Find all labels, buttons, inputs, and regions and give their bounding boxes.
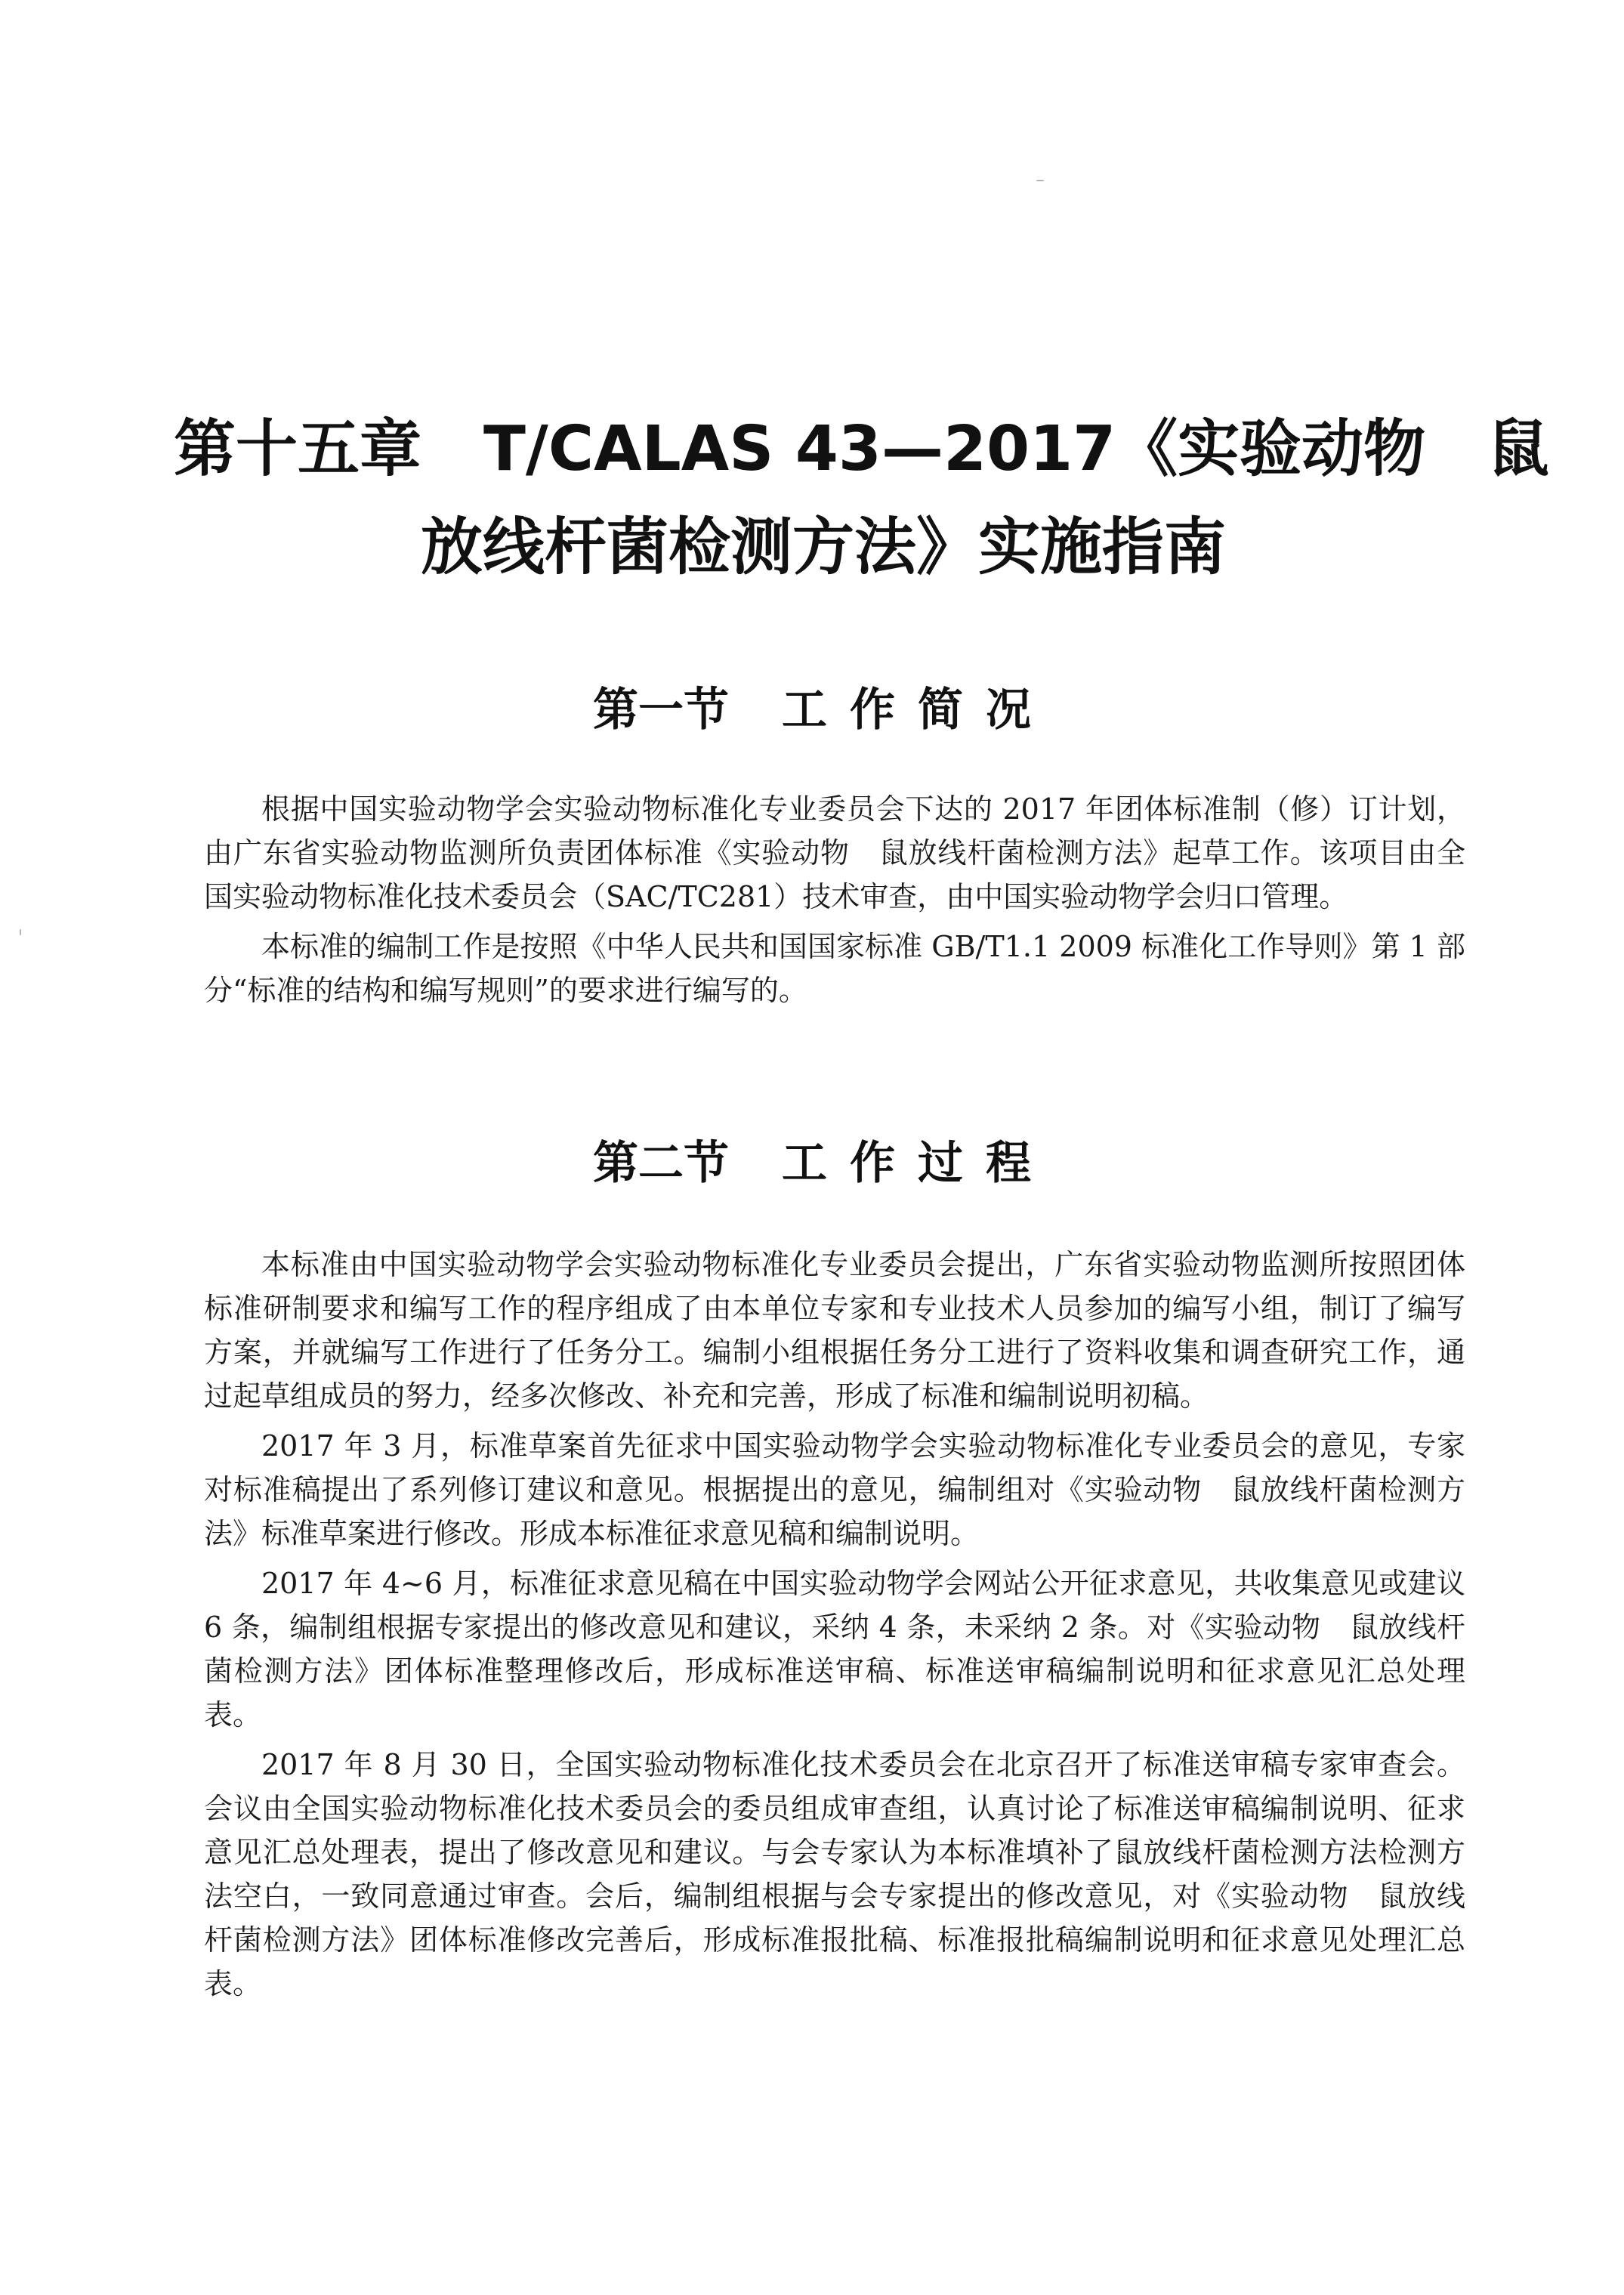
paragraph: 2017 年 8 月 30 日，全国实验动物标准化技术委员会在北京召开了标准送审稿专家审查会。会议由全国实验动物标准化技术委员会的委员组成审查组，认真讨论了标准送审稿编制说明、征求意见汇总处理表，提出了修改意见和建议。与会专家认为本标准填补了鼠放线杆菌检测方法检测方法空白，一致同意通过审查。会后，编制组根据与会专家提出的修改意见，对《实验动物 鼠放线杆菌检测方法》团体标准修改完善后，形成标准报批稿、标准报批稿编制说明和征求意见处理汇总表。 — [204, 1748, 1465, 2000]
paragraph: 2017 年 3 月，标准草案首先征求中国实验动物学会实验动物标准化专业委员会的意见，专家对标准稿提出了系列修订建议和意见。根据提出的意见，编制组对《实验动物 鼠放线杆菌检测方法》标准草案进行修改。形成本标准征求意见稿和编制说明。 — [204, 1429, 1465, 1550]
chapter-title-line-2: 放线杆菌检测方法》实施指南 — [420, 511, 1226, 583]
paragraph: 根据中国实验动物学会实验动物标准化专业委员会下达的 2017 年团体标准制（修）订计划，由广东省实验动物监测所负责团体标准《实验动物 鼠放线杆菌检测方法》起草工作。该项目由全国实验动物标准化技术委员会（SAC/TC281）技术审查，由中国实验动物学会归口管理。 — [204, 792, 1465, 913]
section-2-heading — [174, 1133, 1473, 1194]
chapter-title-line-1: 第十五章 T/CALAS 43—2017《实验动物 鼠 — [174, 413, 1550, 485]
paragraph: 2017 年 4~6 月，标准征求意见稿在中国实验动物学会网站公开征求意见，共收集意见或建议 6 条，编制组根据专家提出的修改意见和建议，采纳 4 条，未采纳 2 条。对《实验动物 鼠放线杆菌检测方法》团体标准整理修改后，形成标准送审稿、标准送审稿编制说明和征求意见汇总处理表。 — [204, 1567, 1465, 1731]
section-1-heading — [174, 680, 1473, 740]
section-2-title: 工作过程 — [782, 1137, 1054, 1190]
chapter-title — [174, 400, 1550, 597]
section-2-number: 第二节 — [593, 1137, 729, 1190]
section-1-title: 工作简况 — [782, 684, 1054, 737]
paragraph: 本标准由中国实验动物学会实验动物标准化专业委员会提出，广东省实验动物监测所按照团体标准研制要求和编写工作的程序组成了由本单位专家和专业技术人员参加的编写小组，制订了编写方案，并就编写工作进行了任务分工。编制小组根据任务分工进行了资料收集和调查研究工作，通过起草组成员的努力，经多次修改、补充和完善，形成了标准和编制说明初稿。 — [204, 1248, 1465, 1413]
section-2-body — [204, 1243, 1465, 2012]
scan-speck — [1036, 180, 1044, 181]
paragraph: 本标准的编制工作是按照《中华人民共和国国家标准 GB/T1.1 2009 标准化工作导则》第 1 部分“标准的结构和编写规则”的要求进行编写的。 — [204, 930, 1465, 1007]
scan-speck — [20, 929, 21, 935]
section-1-number: 第一节 — [593, 684, 729, 737]
section-1-body — [204, 787, 1465, 1018]
